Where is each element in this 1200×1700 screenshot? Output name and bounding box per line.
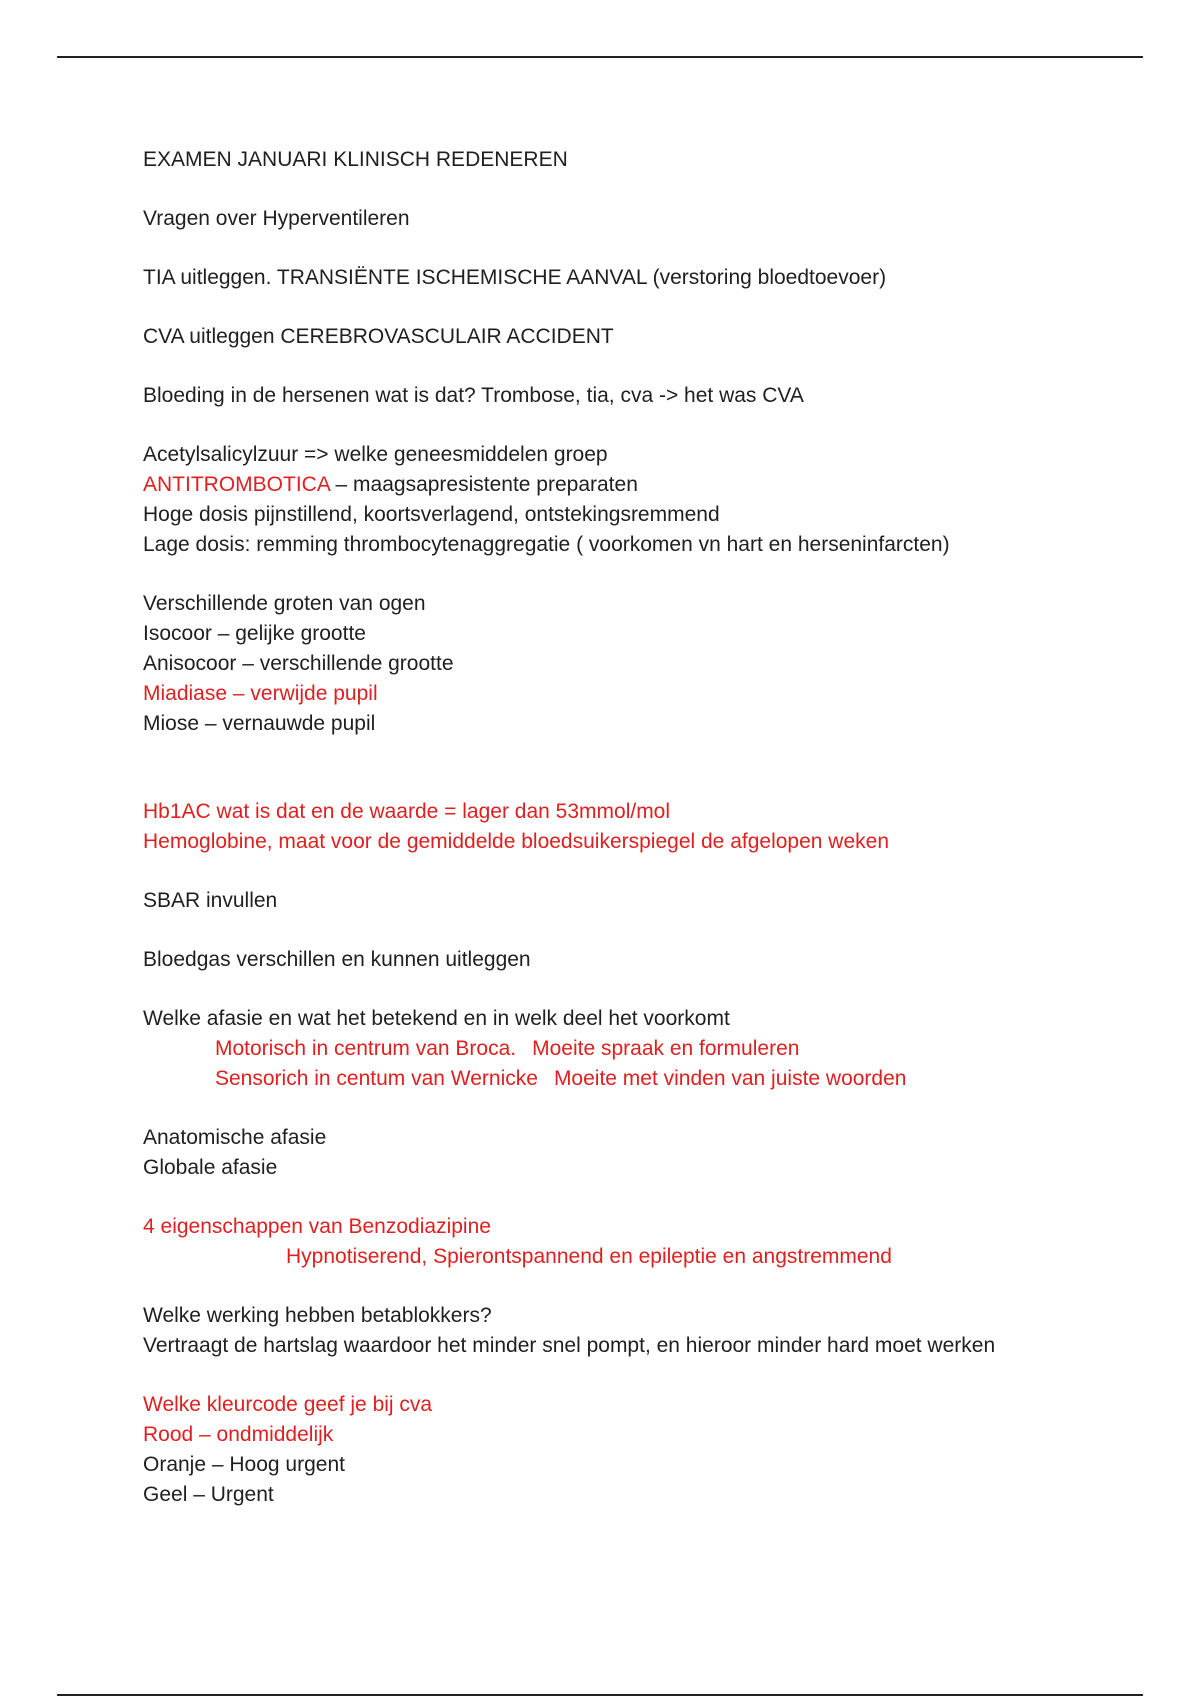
afasie-sensorisch-effect: Moeite met vinden van juiste woorden <box>553 1067 907 1090</box>
answer-antitrombotica <box>143 470 1063 500</box>
question-tia: TIA uitleggen. TRANSIËNTE ISCHEMISCHE AANVAL (verstoring bloedtoevoer) <box>143 266 887 289</box>
answer-antitrombotica-rest: – maagsapresistente preparaten <box>329 473 638 496</box>
kleurcode-rood: Rood – ondmiddelijk <box>143 1423 334 1446</box>
question-betablokkers: Welke werking hebben betablokkers? <box>143 1304 492 1327</box>
question-kleurcode: Welke kleurcode geef je bij cva <box>143 1393 433 1416</box>
kleurcode-oranje: Oranje – Hoog urgent <box>143 1453 345 1476</box>
asa-low-dose: Lage dosis: remming thrombocytenaggregatie ( voorkomen vn hart en herseninfarcten) <box>143 533 950 556</box>
answer-antitrombotica-highlight: ANTITROMBOTICA <box>143 473 330 496</box>
question-hb1ac: Hb1AC wat is dat en de waarde = lager dan 53mmol/mol <box>143 800 671 823</box>
afasie-globaal: Globale afasie <box>143 1156 278 1179</box>
question-pupils: Verschillende groten van ogen <box>143 592 426 615</box>
question-acetylsalicylzuur: Acetylsalicylzuur => welke geneesmiddelen groep <box>143 443 608 466</box>
header-rule <box>57 56 1143 58</box>
afasie-anatomisch: Anatomische afasie <box>143 1126 327 1149</box>
question-afasie: Welke afasie en wat het betekend en in welk deel het voorkomt <box>143 1007 730 1030</box>
pupils-miose: Miose – vernauwde pupil <box>143 712 376 735</box>
asa-high-dose: Hoge dosis pijnstillend, koortsverlagend, ontstekingsremmend <box>143 503 720 526</box>
footer-rule <box>57 1694 1143 1696</box>
question-sbar: SBAR invullen <box>143 889 278 912</box>
answer-betablokkers: Vertraagt de hartslag waardoor het minder snel pompt, en hieroor minder hard moet werken <box>143 1334 996 1357</box>
afasie-sensorisch-location: Sensorich in centum van Wernicke <box>215 1067 538 1090</box>
afasie-motorisch-location: Motorisch in centrum van Broca. <box>215 1037 517 1060</box>
pupils-isocoor: Isocoor – gelijke grootte <box>143 622 366 645</box>
kleurcode-geel: Geel – Urgent <box>143 1483 274 1506</box>
afasie-motorisch <box>143 1034 1063 1064</box>
answer-hb1ac: Hemoglobine, maat voor de gemiddelde bloedsuikerspiegel de afgelopen weken <box>143 830 889 853</box>
question-cva: CVA uitleggen CEREBROVASCULAIR ACCIDENT <box>143 325 614 348</box>
document-title: EXAMEN JANUARI KLINISCH REDENEREN <box>143 148 568 171</box>
document-body <box>143 145 1063 1510</box>
afasie-motorisch-effect: Moeite spraak en formuleren <box>532 1037 800 1060</box>
pupils-miadiase: Miadiase – verwijde pupil <box>143 682 378 705</box>
question-benzodiazepine: 4 eigenschappen van Benzodiazipine <box>143 1215 491 1238</box>
question-bloedgas: Bloedgas verschillen en kunnen uitleggen <box>143 948 531 971</box>
answer-benzodiazepine: Hypnotiserend, Spierontspannend en epileptie en angstremmend <box>286 1245 892 1268</box>
question-hyperventileren: Vragen over Hyperventileren <box>143 207 410 230</box>
pupils-anisocoor: Anisocoor – verschillende grootte <box>143 652 454 675</box>
question-bloeding: Bloeding in de hersenen wat is dat? Trombose, tia, cva -> het was CVA <box>143 384 804 407</box>
afasie-sensorisch <box>143 1064 1063 1094</box>
